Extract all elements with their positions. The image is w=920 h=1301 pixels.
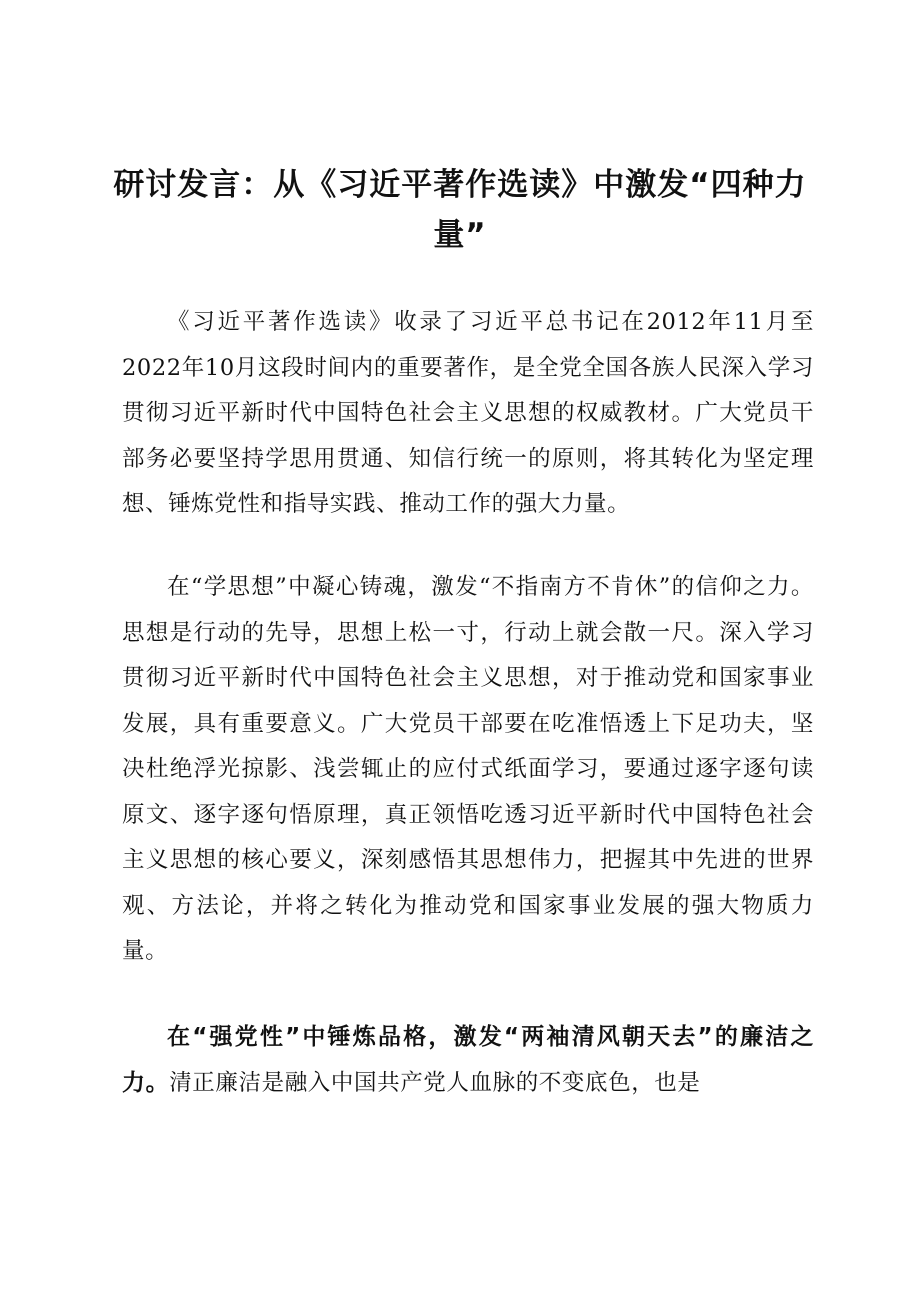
paragraph-party-spirit — [122, 1015, 814, 1106]
paragraph-intro — [122, 300, 814, 528]
document-title: 研讨发言：从《习近平著作选读》中激发“四种力量” — [113, 167, 807, 253]
paragraph-lead: 在“强党性”中锤炼品格，激发“两袖清风朝天去”的廉洁之力。 — [122, 1024, 814, 1096]
paragraph-text: 清正廉洁是融入中国共产党人血脉的不变底色，也是 — [169, 1069, 701, 1096]
paragraph-text: 在“学思想”中凝心铸魂，激发“不指南方不肯休”的信仰之力。思想是行动的先导，思想上松一寸，行动上就会散一尺。深入学习贯彻习近平新时代中国特色社会主义思想，对于推动党和国家事业发展，具有重要意义。广大党员干部要在吃准悟透上下足功夫，坚决杜绝浮光掠影、浅尝辄止的应付式纸面学习，要通过逐字逐句读原文、逐字逐句悟原理，真正领悟吃透习近平新时代中国特色社会主义思想的核心要义，深刻感悟其思想伟力，把握其中先进的世界观、方法论，并将之转化为推动党和国家事业发展的强大物质力量。 — [122, 574, 814, 964]
paragraph-study-thought — [122, 565, 814, 975]
paragraph-text: 《习近平著作选读》收录了习近平总书记在2012年11月至2022年10月这段时间内的重要著作，是全党全国各族人民深入学习贯彻习近平新时代中国特色社会主义思想的权威教材。广大党员干部务必要坚持学思用贯通、知信行统一的原则，将其转化为坚定理想、锤炼党性和指导实践、推动工作的强大力量。 — [122, 309, 814, 517]
